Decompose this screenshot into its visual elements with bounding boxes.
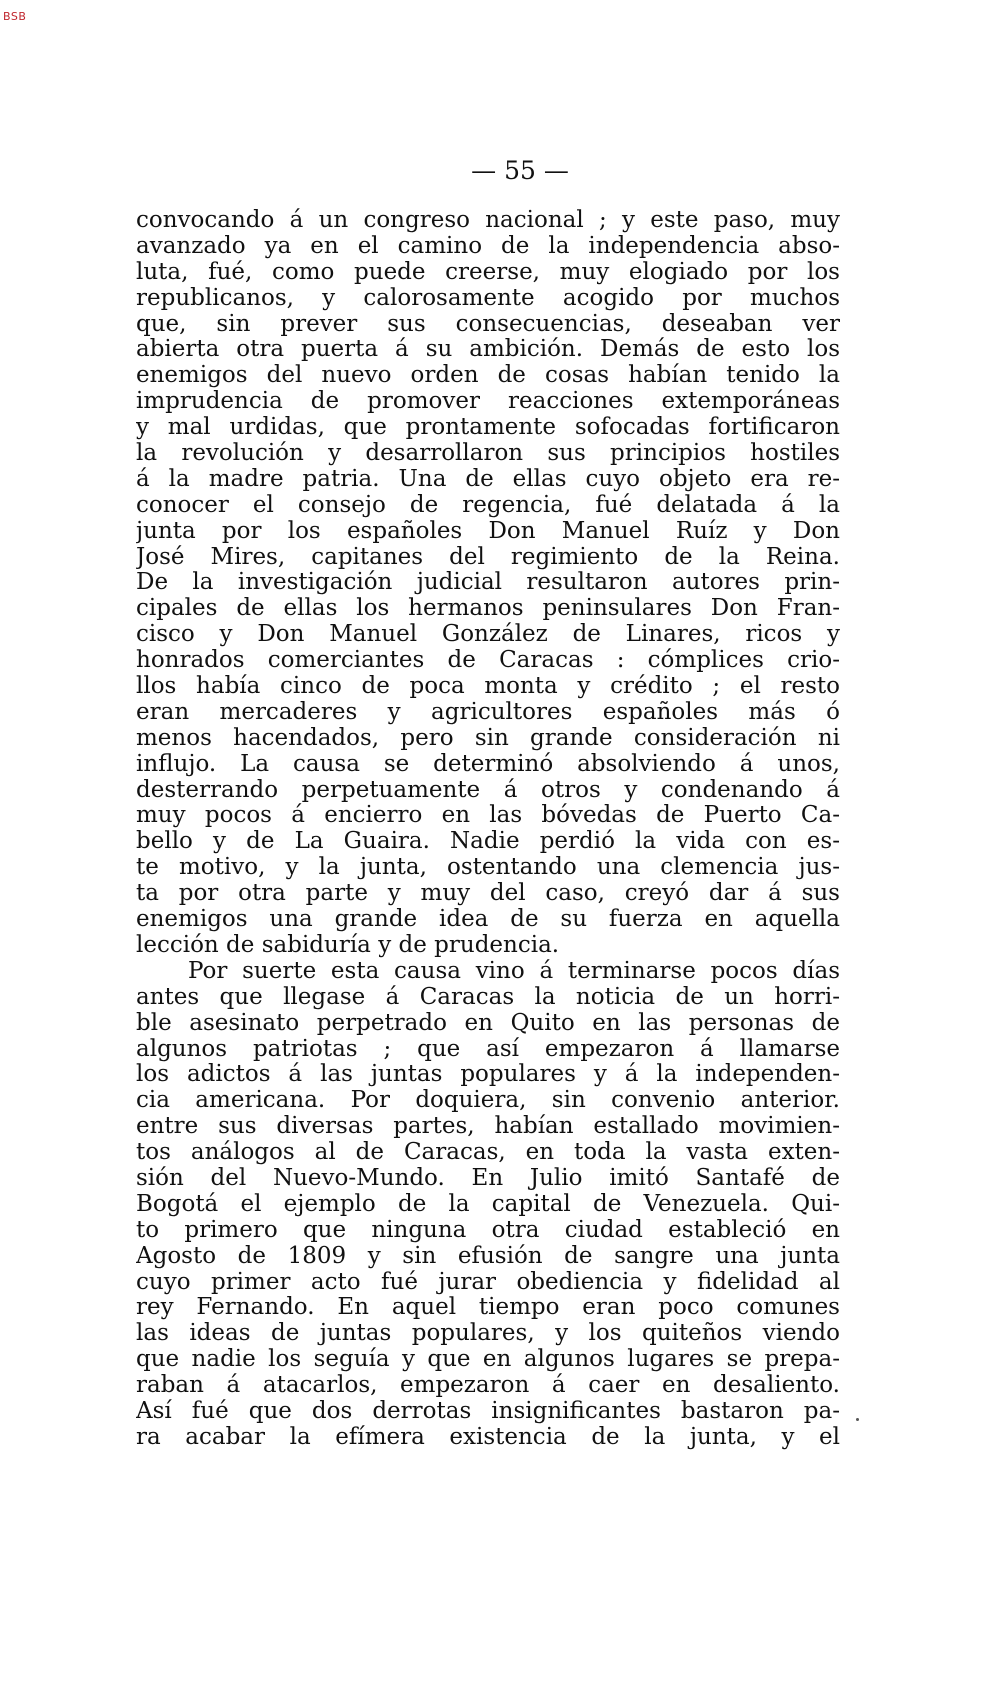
paragraph-1 (136, 208, 840, 959)
text-line: luta, fué, como puede creerse, muy elogiado por los (136, 259, 840, 285)
text-line: ra acabar la efímera existencia de la junta, y el (136, 1424, 840, 1450)
library-mark: BSB (3, 10, 27, 23)
text-line: algunos patriotas ; que así empezaron á llamarse (136, 1036, 840, 1062)
text-line: lección de sabiduría y de prudencia. (136, 932, 560, 958)
text-line: Por suerte esta causa vino á terminarse pocos días (188, 958, 840, 984)
text-line: avanzado ya en el camino de la independencia abso- (136, 233, 840, 259)
text-line: republicanos, y calorosamente acogido por muchos (136, 285, 840, 311)
text-line: cuyo primer acto fué jurar obediencia y fidelidad al (136, 1269, 840, 1295)
text-line: eran mercaderes y agricultores españoles más ó (136, 699, 840, 725)
text-line: Agosto de 1809 y sin efusión de sangre una junta (136, 1243, 840, 1269)
text-line: te motivo, y la junta, ostentando una clemencia jus- (136, 855, 840, 881)
text-line: los adictos á las juntas populares y á la independen- (136, 1062, 840, 1088)
text-line: y mal urdidas, que prontamente sofocadas fortificaron (136, 415, 840, 441)
text-line: rey Fernando. En aquel tiempo eran poco comunes (136, 1295, 840, 1321)
text-line: conocer el consejo de regencia, fué delatada á la (136, 492, 840, 518)
text-line: llos había cinco de poca monta y crédito ; el resto (136, 674, 840, 700)
text-line: cisco y Don Manuel González de Linares, ricos y (136, 622, 840, 648)
page-number: — 55 — (471, 156, 569, 185)
text-line: cia americana. Por doquiera, sin convenio anterior. (136, 1088, 840, 1114)
text-line: honrados comerciantes de Caracas : cómplices crio- (136, 648, 840, 674)
text-line: junta por los españoles Don Manuel Ruíz y Don (136, 518, 840, 544)
text-line: cipales de ellas los hermanos peninsulares Don Fran- (136, 596, 840, 622)
text-line: raban á atacarlos, empezaron á caer en desaliento. (136, 1373, 840, 1399)
text-line: que, sin prever sus consecuencias, deseaban ver (136, 311, 840, 337)
body-text (136, 208, 840, 1451)
text-line: antes que llegase á Caracas la noticia de un horri- (136, 984, 840, 1010)
text-line: influjo. La causa se determinó absolviendo á unos, (136, 751, 840, 777)
text-line: ta por otra parte y muy del caso, creyó dar á sus (136, 881, 840, 907)
text-line: enemigos una grande idea de su fuerza en aquella (136, 907, 840, 933)
text-line: entre sus diversas partes, habían estallado movimien- (136, 1114, 840, 1140)
paragraph-2 (136, 959, 840, 1451)
text-line: to primero que ninguna otra ciudad estableció en (136, 1217, 840, 1243)
text-line: Así fué que dos derrotas insignificantes bastaron pa- (136, 1398, 840, 1424)
text-line: Bogotá el ejemplo de la capital de Venezuela. Qui- (136, 1191, 840, 1217)
text-line: la revolución y desarrollaron sus principios hostiles (136, 441, 840, 467)
text-line: José Mires, capitanes del regimiento de la Reina. (136, 544, 840, 570)
text-line: sión del Nuevo-Mundo. En Julio imitó Santafé de (136, 1165, 840, 1191)
text-line: bello y de La Guaira. Nadie perdió la vida con es- (136, 829, 840, 855)
text-line: enemigos del nuevo orden de cosas habían tenido la (136, 363, 840, 389)
text-line: que nadie los seguía y que en algunos lugares se prepa- (136, 1347, 840, 1373)
text-line: á la madre patria. Una de ellas cuyo objeto era re- (136, 466, 840, 492)
text-line: ble asesinato perpetrado en Quito en las personas de (136, 1010, 840, 1036)
text-line: convocando á un congreso nacional ; y este paso, muy (136, 208, 840, 233)
scan-speck (856, 1418, 859, 1421)
text-line: desterrando perpetuamente á otros y condenando á (136, 777, 840, 803)
text-line: menos hacendados, pero sin grande consideración ni (136, 725, 840, 751)
text-line: las ideas de juntas populares, y los quiteños viendo (136, 1321, 840, 1347)
text-line: abierta otra puerta á su ambición. Demás de esto los (136, 337, 840, 363)
text-line: muy pocos á encierro en las bóvedas de Puerto Ca- (136, 803, 840, 829)
text-line: tos análogos al de Caracas, en toda la vasta exten- (136, 1140, 840, 1166)
text-line: De la investigación judicial resultaron autores prin- (136, 570, 840, 596)
text-line: imprudencia de promover reacciones extemporáneas (136, 389, 840, 415)
